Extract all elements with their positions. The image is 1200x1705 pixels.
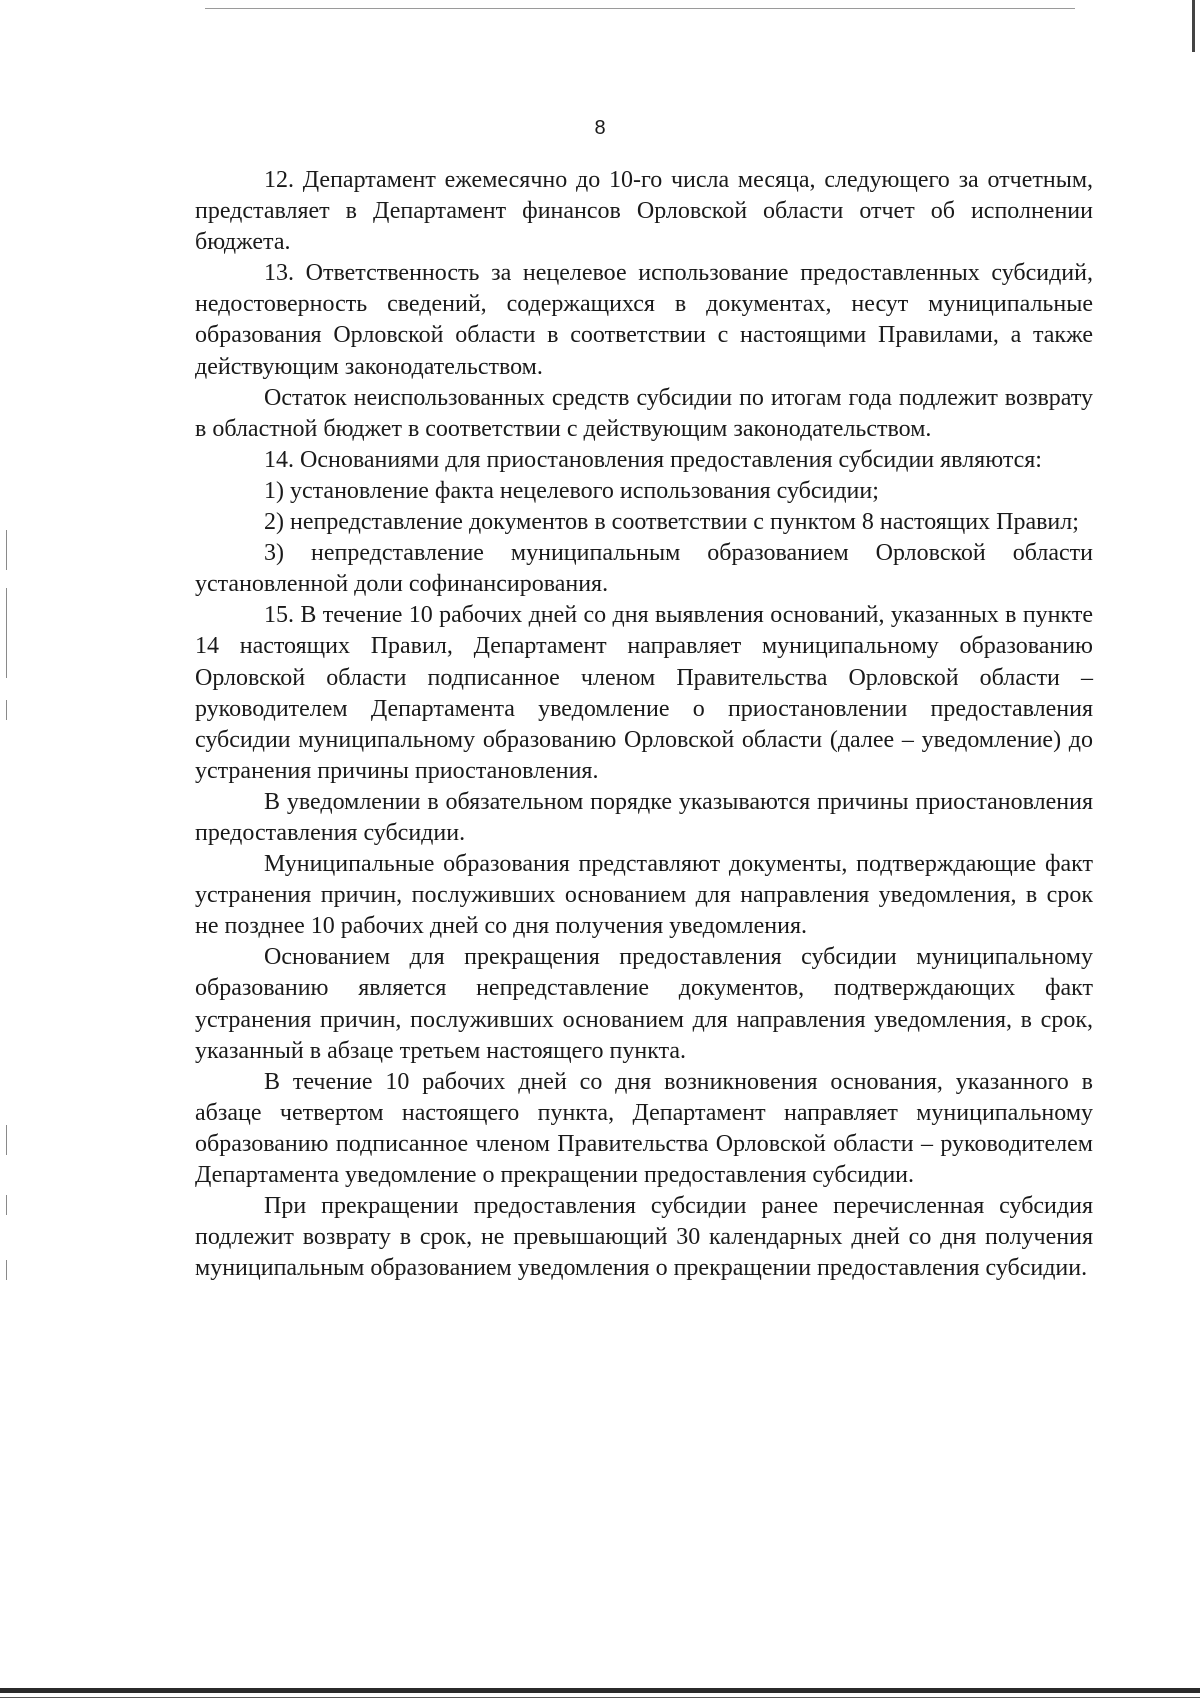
scan-edge-mark xyxy=(6,1195,7,1215)
paragraph-14-item-2: 2) непредставление документов в соответствии с пунктом 8 настоящих Правил; xyxy=(264,509,1079,536)
paragraph-12: 12. Департамент ежемесячно до 10-го числа месяца, следующего за отчетным, представляет в Департамент финансов Орловской области отчет об исполнении бюджета. xyxy=(195,167,1093,256)
paragraph-15-documents: Муниципальные образования представляют документы, подтверждающие факт устранения причин, послуживших основанием для направления уведомления, в срок не позднее 10 рабочих дней со дня получения уведомления. xyxy=(195,851,1093,940)
paragraph-15-refund: При прекращении предоставления субсидии ранее перечисленная субсидия подлежит возврату в срок, не превышающий 30 календарных дней со дня получения муниципальным образованием уведомления о прекращении предоставления субсидии. xyxy=(195,1193,1093,1282)
scan-top-edge-line xyxy=(205,8,1075,9)
scan-right-edge-mark xyxy=(1192,0,1195,52)
scan-edge-mark xyxy=(6,588,7,678)
paragraph-14: 14. Основаниями для приостановления предоставления субсидии являются: xyxy=(264,446,1042,473)
scan-edge-mark xyxy=(6,1260,7,1280)
scan-edge-mark xyxy=(6,1125,7,1155)
page-number: 8 xyxy=(594,117,606,139)
paragraph-15-notice-content: В уведомлении в обязательном порядке указываются причины приостановления предоставления субсидии. xyxy=(195,788,1093,846)
scan-bottom-edge-line xyxy=(0,1697,1200,1698)
paragraph-15-termination-basis: Основанием для прекращения предоставления субсидии муниципальному образованию является непредставление документов, подтверждающих факт устранения причин, послуживших основанием для направления уведомления, в срок, указанный в абзаце третьем настоящего пункта. xyxy=(195,944,1093,1064)
scan-bottom-edge-bar xyxy=(0,1688,1200,1693)
paragraph-15: 15. В течение 10 рабочих дней со дня выявления оснований, указанных в пункте 14 настоящих Правил, Департамент направляет муниципальному образованию Орловской области подписанное членом Правительства Орловской области – руководителем Департамента уведомление о приостановлении предоставления субсидии муниципальному образованию Орловской области (далее – уведомление) до устранения причины приостановления. xyxy=(195,602,1093,784)
paragraph-13: 13. Ответственность за нецелевое использование предоставленных субсидий, недостоверность сведений, содержащихся в документах, несут муниципальные образования Орловской области в соответствии с настоящими Правилами, а также действующим законодательством. xyxy=(195,260,1093,380)
scan-edge-mark xyxy=(6,700,7,720)
paragraph-15-termination-notice: В течение 10 рабочих дней со дня возникновения основания, указанного в абзаце четвертом настоящего пункта, Департамент направляет муниципальному образованию подписанное членом Правительства Орловской области – руководителем Департамента уведомление о прекращении предоставления субсидии. xyxy=(195,1068,1093,1188)
paragraph-14-item-1: 1) установление факта нецелевого использования субсидии; xyxy=(264,477,879,504)
paragraph-14-item-3: 3) непредставление муниципальным образованием Орловской области установленной доли софинансирования. xyxy=(195,540,1093,598)
paragraph-13-remainder: Остаток неиспользованных средств субсидии по итогам года подлежит возврату в областной бюджет в соответствии с действующим законодательством. xyxy=(195,384,1093,442)
scan-edge-mark xyxy=(6,530,7,570)
document-body xyxy=(195,165,1093,1284)
